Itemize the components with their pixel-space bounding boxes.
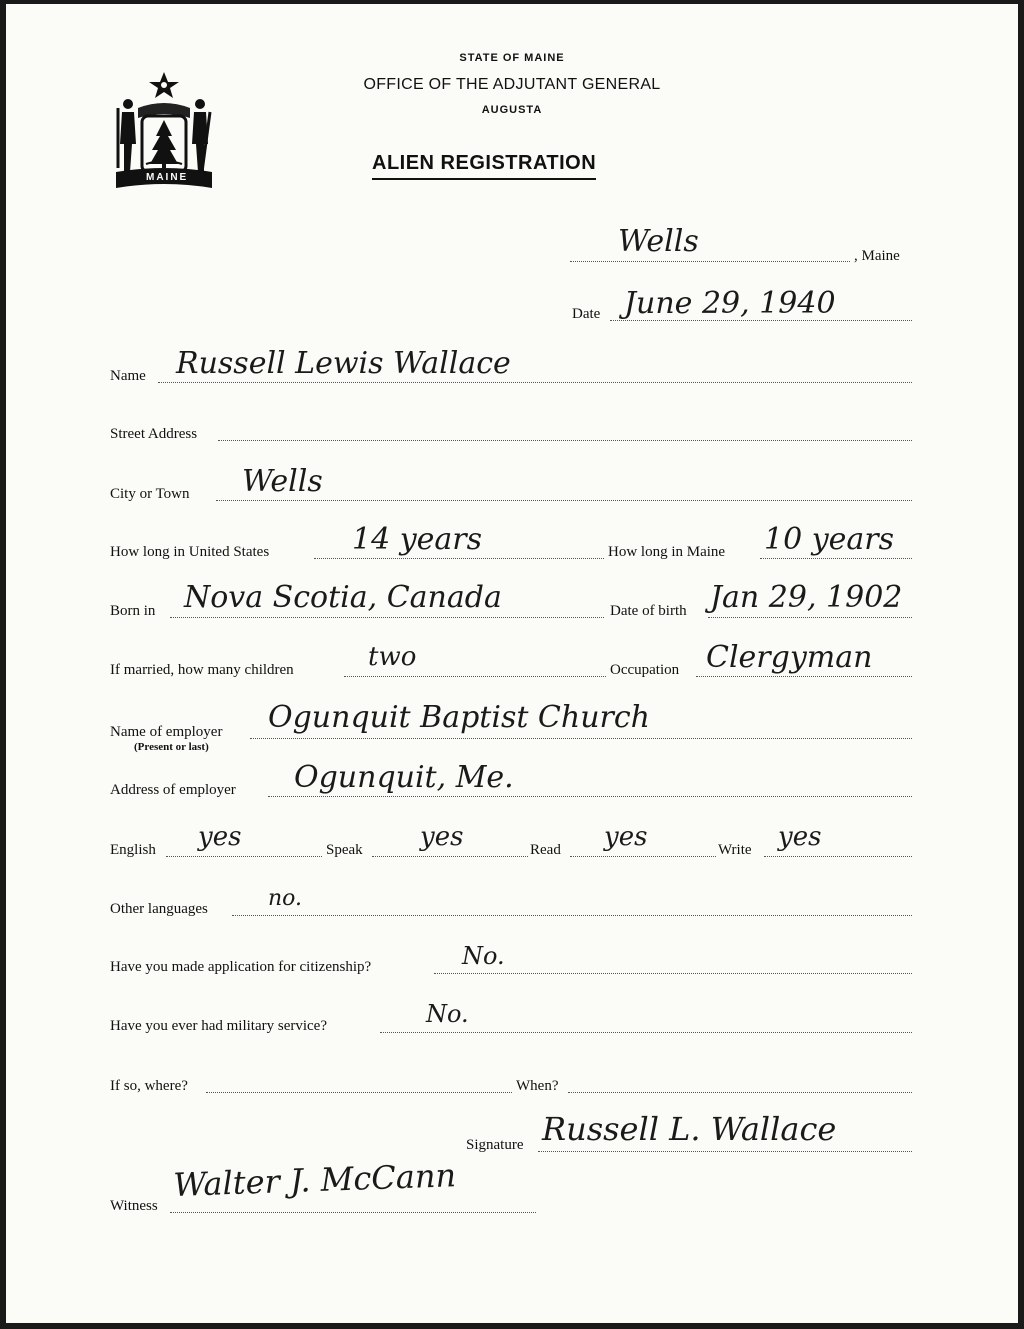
when-line bbox=[568, 1092, 912, 1093]
english-line bbox=[166, 856, 322, 857]
office-heading: OFFICE OF THE ADJUTANT GENERAL bbox=[363, 76, 661, 93]
read-line bbox=[570, 856, 716, 857]
town-line bbox=[570, 261, 850, 262]
occupation-line bbox=[696, 676, 912, 677]
street-address-label: Street Address bbox=[110, 426, 198, 442]
registration-form bbox=[6, 4, 1018, 1323]
date-of-birth-label: Date of birth bbox=[610, 603, 687, 619]
how-long-maine-label: How long in Maine bbox=[608, 544, 726, 560]
date-label: Date bbox=[572, 306, 601, 322]
military-service-label: Have you ever had military service? bbox=[110, 1018, 327, 1034]
read-label: Read bbox=[530, 842, 561, 858]
state-heading: STATE OF MAINE bbox=[459, 52, 565, 64]
how-long-maine-value: 10 years bbox=[764, 522, 895, 557]
born-in-line bbox=[170, 617, 604, 618]
city-or-town-value: Wells bbox=[242, 464, 323, 499]
date-of-birth-line bbox=[708, 617, 912, 618]
military-service-value: No. bbox=[426, 1000, 469, 1028]
name-line bbox=[158, 382, 912, 383]
write-line bbox=[764, 856, 912, 857]
where-line bbox=[206, 1092, 512, 1093]
witness-value: Walter J. McCann bbox=[172, 1156, 457, 1204]
employer-name-value: Ogunquit Baptist Church bbox=[268, 700, 650, 735]
other-languages-value: no. bbox=[268, 886, 303, 911]
employer-address-value: Ogunquit, Me. bbox=[294, 760, 514, 795]
street-address-line bbox=[218, 440, 912, 441]
speak-line bbox=[372, 856, 528, 857]
english-label: English bbox=[110, 842, 156, 858]
maine-label: , Maine bbox=[854, 248, 900, 264]
when-label: When? bbox=[516, 1078, 559, 1094]
employer-note: (Present or last) bbox=[134, 741, 209, 753]
signature-label: Signature bbox=[466, 1137, 524, 1153]
citizenship-application-label: Have you made application for citizenship? bbox=[110, 959, 372, 975]
date-value: June 29, 1940 bbox=[624, 286, 836, 321]
children-value: two bbox=[368, 642, 417, 672]
other-languages-label: Other languages bbox=[110, 901, 208, 917]
employer-name-line bbox=[250, 738, 912, 739]
married-children-label: If married, how many children bbox=[110, 662, 294, 678]
city-or-town-line bbox=[216, 500, 912, 501]
military-service-line bbox=[380, 1032, 912, 1033]
how-long-maine-line bbox=[760, 558, 912, 559]
date-of-birth-value: Jan 29, 1902 bbox=[710, 580, 903, 615]
name-value: Russell Lewis Wallace bbox=[176, 346, 511, 381]
read-value: yes bbox=[604, 822, 648, 852]
occupation-label: Occupation bbox=[610, 662, 680, 678]
citizenship-application-value: No. bbox=[462, 942, 505, 970]
children-line bbox=[344, 676, 606, 677]
signature-value: Russell L. Wallace bbox=[542, 1110, 837, 1148]
name-label: Name bbox=[110, 368, 146, 384]
write-label: Write bbox=[718, 842, 752, 858]
employer-address-line bbox=[268, 796, 912, 797]
other-languages-line bbox=[232, 915, 912, 916]
employer-name-label: Name of employer bbox=[110, 724, 223, 740]
form-title: ALIEN REGISTRATION bbox=[372, 152, 596, 180]
how-long-us-label: How long in United States bbox=[110, 544, 270, 560]
citizenship-application-line bbox=[434, 973, 912, 974]
write-value: yes bbox=[778, 822, 822, 852]
how-long-us-value: 14 years bbox=[352, 522, 483, 557]
town-value: Wells bbox=[618, 224, 699, 259]
seal-banner-text: MAINE bbox=[146, 172, 189, 183]
speak-value: yes bbox=[420, 822, 464, 852]
speak-label: Speak bbox=[326, 842, 363, 858]
born-in-label: Born in bbox=[110, 603, 156, 619]
english-value: yes bbox=[198, 822, 242, 852]
how-long-us-line bbox=[314, 558, 604, 559]
city-heading: AUGUSTA bbox=[481, 104, 543, 116]
witness-label: Witness bbox=[110, 1198, 158, 1214]
city-or-town-label: City or Town bbox=[110, 486, 190, 502]
occupation-value: Clergyman bbox=[706, 640, 873, 675]
born-in-value: Nova Scotia, Canada bbox=[184, 580, 502, 615]
witness-line bbox=[170, 1212, 536, 1213]
employer-address-label: Address of employer bbox=[110, 782, 236, 798]
signature-line bbox=[538, 1151, 912, 1152]
if-so-where-label: If so, where? bbox=[110, 1078, 188, 1094]
